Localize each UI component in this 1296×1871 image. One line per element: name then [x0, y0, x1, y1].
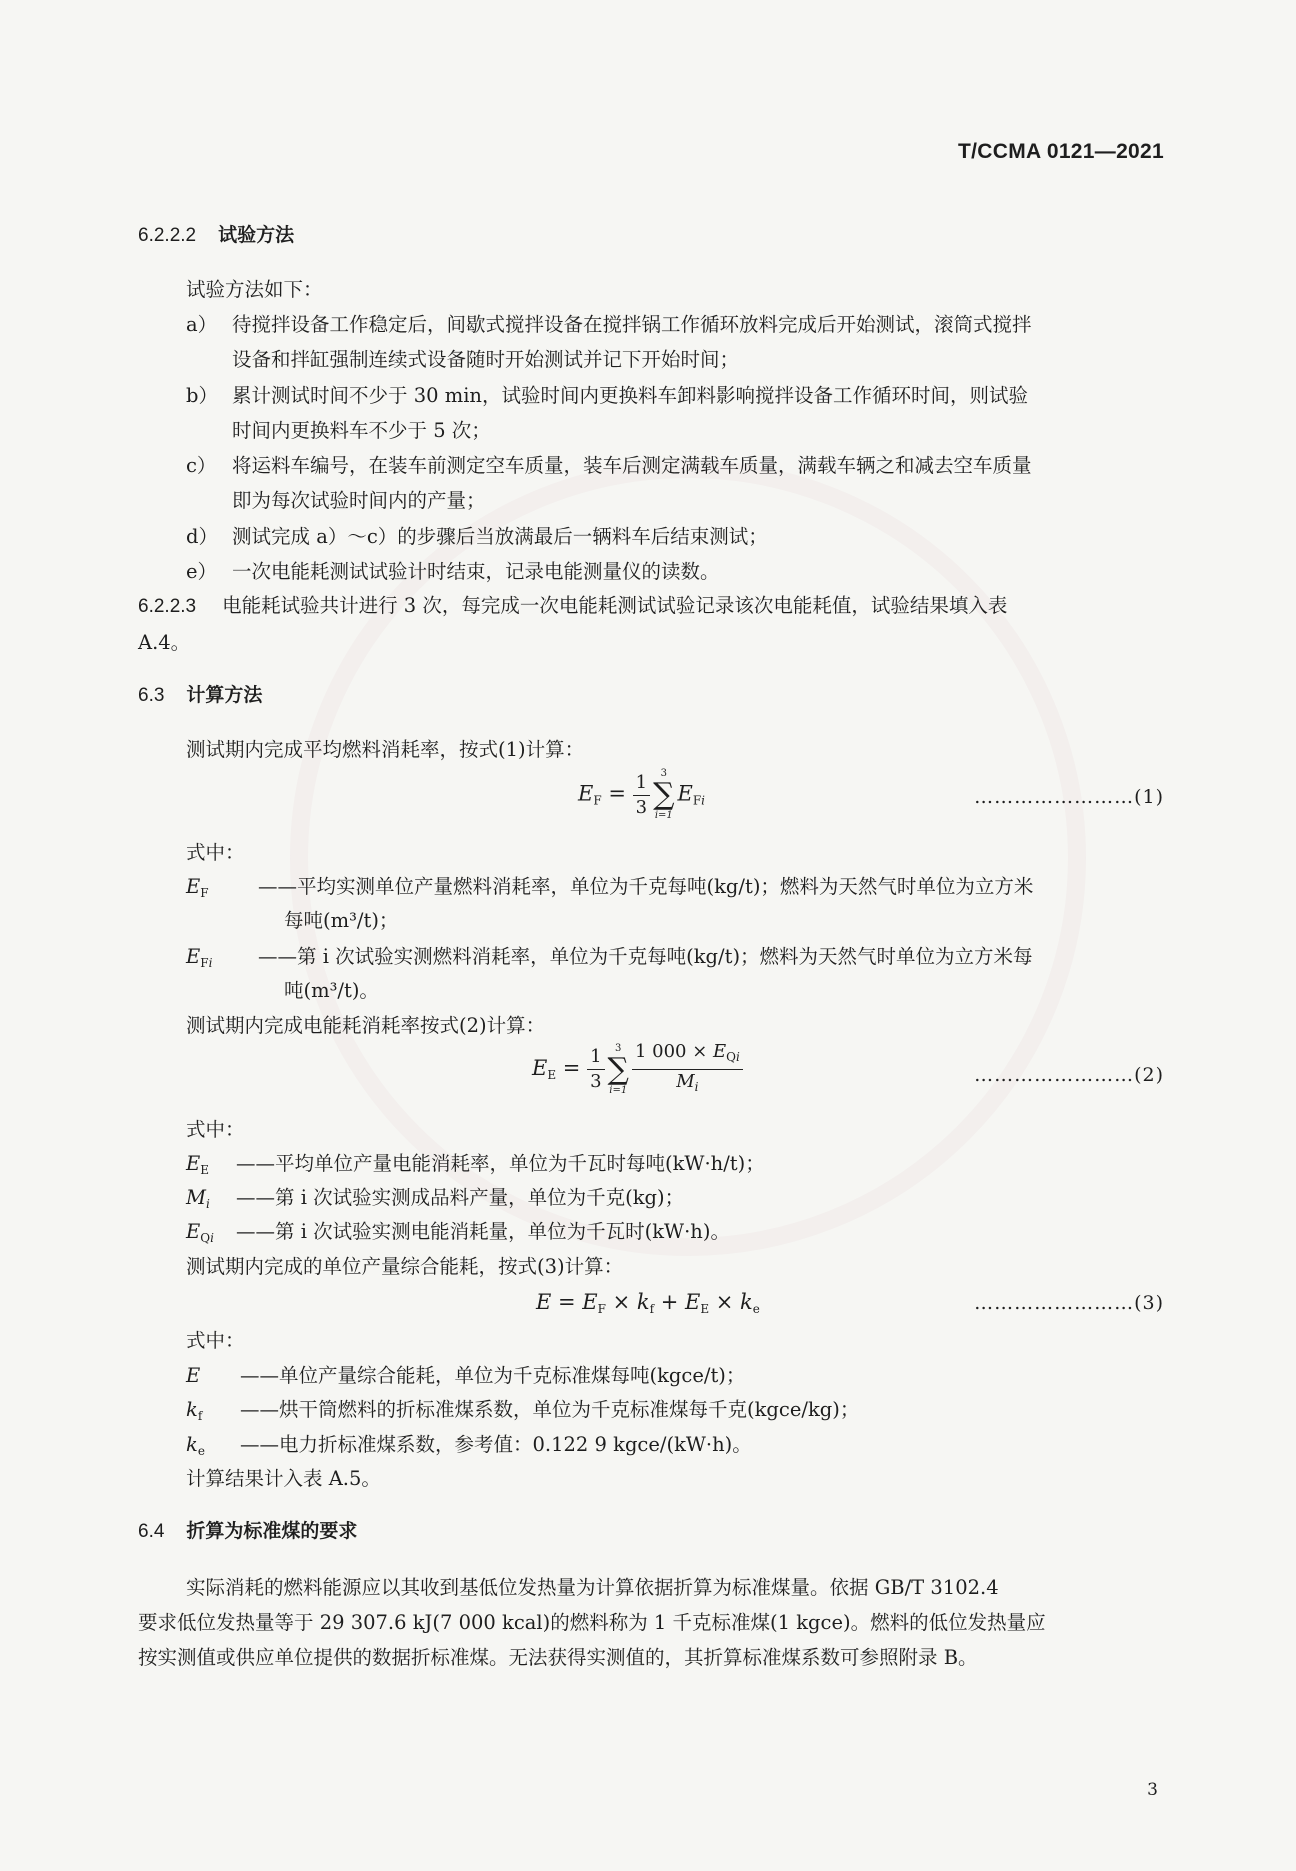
section-6222-heading: [138, 222, 294, 250]
formula-3: $E = E_F \times k_f + E_E \times k_e$: [536, 1290, 760, 1316]
paragraph: 实际消耗的燃料能源应以其收到基低位发热量为计算依据折算为标准煤量。依据 GB/T 3102.4: [186, 1576, 999, 1599]
definition: $E_{Qi}$ ——第 i 次试验实测电能消耗量，单位为千瓦时(kW·h)。: [186, 1220, 730, 1245]
definition: E ——单位产量综合能耗，单位为千克标准煤每吨(kgce/t)；: [186, 1364, 746, 1387]
definition-text: ——平均实测单位产量燃料消耗率，单位为千克每吨(kg/t)；燃料为天然气时单位为立方米: [258, 875, 1034, 898]
list-item: [186, 558, 720, 586]
list-marker: d）: [186, 525, 218, 548]
paragraph-continued: 要求低位发热量等于 29 307.6 kJ(7 000 kcal)的燃料称为 1 千克标准煤(1 kgce)。燃料的低位发热量应: [138, 1611, 1046, 1634]
section-title: 折算为标准煤的要求: [186, 1521, 358, 1542]
paragraph: 试验方法如下：: [186, 278, 323, 301]
definition: $M_i$ ——第 i 次试验实测成品料产量，单位为千克(kg)；: [186, 1186, 685, 1211]
where-label: 式中：: [186, 841, 245, 864]
definition-text: ——电力折标准煤系数，参考值：0.122 9 kgce/(kW·h)。: [240, 1433, 752, 1456]
formula-1: $E_F$ = $\frac{1}{3}$ 3 ∑ i=1 $E_{Fi}$: [578, 768, 706, 821]
definition-text: ——第 i 次试验实测成品料产量，单位为千克(kg)；: [236, 1186, 685, 1209]
paragraph-continued: A.4。: [138, 631, 191, 654]
paragraph: 测试期内完成平均燃料消耗率，按式(1)计算：: [186, 738, 585, 761]
section-6223: [138, 592, 1007, 621]
list-text: 累计测试时间不少于 30 min，试验时间内更换料车卸料影响搅拌设备工作循环时间，则试验: [232, 384, 1028, 407]
definition: $k_e$ ——电力折标准煤系数，参考值：0.122 9 kgce/(kW·h)。: [186, 1433, 752, 1458]
definition: $E_F$ ——平均实测单位产量燃料消耗率，单位为千克每吨(kg/t)；燃料为天然气时单位为立方米: [186, 875, 1034, 900]
formula-2: $E_E$ = $\frac{1}{3}$ 3 ∑ i=1 $\frac{1 000 \times E_{Qi}}{M_i}$: [532, 1040, 743, 1099]
list-item: [186, 311, 1032, 339]
page-number: 3: [1147, 1780, 1158, 1800]
definition-text: ——第 i 次试验实测燃料消耗率，单位为千克每吨(kg/t)；燃料为天然气时单位为立方米每: [258, 945, 1033, 968]
where-label: 式中：: [186, 1329, 245, 1352]
definition-continued: 吨(m³/t)。: [284, 979, 379, 1002]
list-text: 测试完成 a）～c）的步骤后当放满最后一辆料车后结束测试；: [232, 525, 768, 548]
list-marker: c）: [186, 454, 217, 477]
equation-number: ……………………(3): [974, 1292, 1164, 1314]
section-number: 6.4: [138, 1521, 165, 1542]
definition: $E_{Fi}$ ——第 i 次试验实测燃料消耗率，单位为千克每吨(kg/t)；燃料为天然气时单位为立方米每: [186, 945, 1033, 970]
section-63-heading: [138, 682, 262, 710]
list-text: 将运料车编号，在装车前测定空车质量，装车后测定满载车质量，满载车辆之和减去空车质量: [232, 454, 1032, 477]
section-number: 6.2.2.3: [138, 596, 197, 617]
equation-number: ……………………(1): [974, 786, 1164, 808]
list-text-continued: 即为每次试验时间内的产量；: [232, 489, 486, 512]
list-text-continued: 时间内更换料车不少于 5 次；: [232, 419, 491, 442]
list-item: [186, 452, 1032, 480]
section-64-heading: [138, 1518, 357, 1546]
equation-number: ……………………(2): [974, 1064, 1164, 1086]
list-item: [186, 523, 768, 551]
list-text: 待搅拌设备工作稳定后，间歇式搅拌设备在搅拌锅工作循环放料完成后开始测试，滚筒式搅拌: [232, 313, 1032, 336]
definition-text: ——单位产量综合能耗，单位为千克标准煤每吨(kgce/t)；: [240, 1364, 746, 1387]
paragraph: 电能耗试验共计进行 3 次，每完成一次电能耗测试试验记录该次电能耗值，试验结果填入表: [222, 594, 1008, 617]
section-title: 计算方法: [186, 685, 263, 706]
paragraph: 测试期内完成电能耗消耗率按式(2)计算：: [186, 1014, 546, 1037]
definition-text: ——平均单位产量电能消耗率，单位为千瓦时每吨(kW·h/t)；: [236, 1152, 765, 1175]
definition: $k_f$ ——烘干筒燃料的折标准煤系数，单位为千克标准煤每千克(kgce/kg)；: [186, 1398, 860, 1423]
definition-text: ——第 i 次试验实测电能消耗量，单位为千瓦时(kW·h)。: [236, 1220, 730, 1243]
definition-continued: 每吨(m³/t)；: [284, 909, 399, 932]
list-item: [186, 382, 1028, 410]
definition-text: ——烘干筒燃料的折标准煤系数，单位为千克标准煤每千克(kgce/kg)；: [240, 1398, 860, 1421]
paragraph: 测试期内完成的单位产量综合能耗，按式(3)计算：: [186, 1255, 624, 1278]
section-number: 6.2.2.2: [138, 225, 197, 246]
section-number: 6.3: [138, 685, 165, 706]
paragraph-continued: 按实测值或供应单位提供的数据折标准煤。无法获得实测值的，其折算标准煤系数可参照附录 B。: [138, 1646, 978, 1669]
where-label: 式中：: [186, 1118, 245, 1141]
paragraph: 计算结果计入表 A.5。: [186, 1467, 381, 1490]
list-marker: a）: [186, 313, 218, 336]
list-text: 一次电能耗测试试验计时结束，记录电能测量仪的读数。: [232, 560, 720, 583]
definition: $E_E$ ——平均单位产量电能消耗率，单位为千瓦时每吨(kW·h/t)；: [186, 1152, 765, 1177]
list-marker: e）: [186, 560, 218, 583]
section-title: 试验方法: [218, 225, 295, 246]
standard-code: T/CCMA 0121—2021: [958, 140, 1164, 163]
list-marker: b）: [186, 384, 218, 407]
list-text-continued: 设备和拌缸强制连续式设备随时开始测试并记下开始时间；: [232, 348, 740, 371]
